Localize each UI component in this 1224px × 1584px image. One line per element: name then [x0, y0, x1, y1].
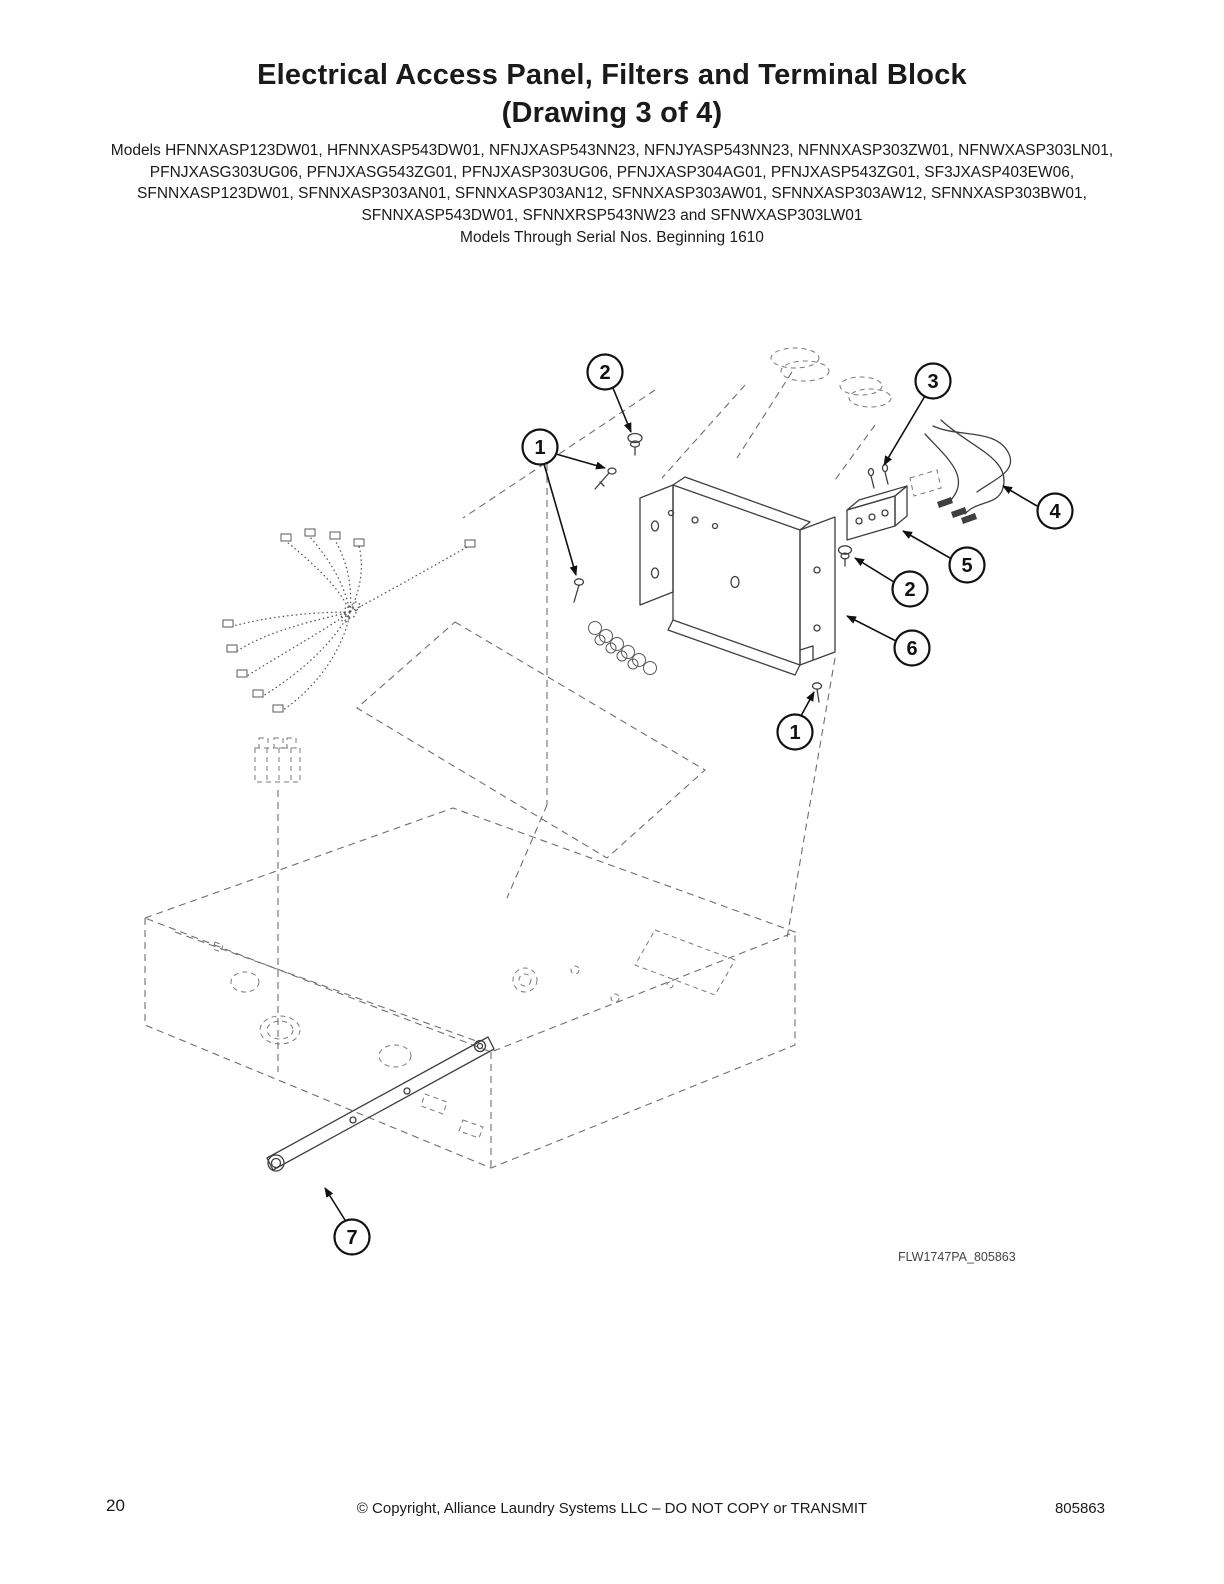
contactor — [255, 738, 300, 1072]
callout-label: 3 — [927, 371, 939, 393]
callout-label: 5 — [961, 555, 973, 577]
callout-5 — [950, 548, 985, 583]
callout-3 — [916, 364, 951, 399]
page-header — [0, 0, 1224, 249]
hold-down-bracket — [267, 1037, 494, 1171]
cabinet-base — [145, 808, 795, 1168]
exploded-diagram — [95, 330, 1135, 1290]
wire-harness — [223, 529, 475, 712]
copyright-text: © Copyright, Alliance Laundry Systems LLC – DO NOT COPY or TRANSMIT — [356, 1500, 868, 1517]
figure-code: FLW1747PA_805863 — [898, 1250, 1016, 1264]
callout-label: 7 — [346, 1227, 358, 1249]
callout-4 — [1038, 494, 1073, 529]
callout-7 — [335, 1220, 370, 1255]
callout-label: 1 — [534, 437, 546, 459]
models-list: Models HFNNXASP123DW01, HFNNXASP543DW01, NFNJXASP543NN23, NFNJYASP543NN23, NFNNXASP303ZW01, NFNWXASP303LN01, PFNJXASG303UG06, PFNJXASG543ZG01, PFNJXASP303UG06, PFNJXASP304AG01, PFNJXASP543ZG01, SF3JXASP403EW06, SFNNXASP123DW01, SFNNXASP303AN01, SFNNXASP303AN12, SFNNXASP303AW01, SFNNXASP303AW12, SFNNXASP303BW01, SFNNXASP543DW01, SFNNXRSP543NW23 and SFNWXASP303LW01 — [110, 142, 1114, 224]
wire-loom-coil — [589, 622, 657, 675]
callout-label: 1 — [789, 722, 801, 744]
page-title-line2: (Drawing 3 of 4) — [501, 97, 723, 129]
terminal-block — [847, 465, 907, 541]
callout-1-bottom — [778, 715, 813, 750]
callout-label: 2 — [599, 362, 611, 384]
page-title-line1: Electrical Access Panel, Filters and Terminal Block — [257, 59, 967, 91]
filter-wires — [910, 420, 1011, 524]
serial-note: Models Through Serial Nos. Beginning 1610 — [460, 229, 764, 246]
leader-arrows — [325, 388, 1037, 1220]
projection-lines — [357, 372, 875, 938]
callout-label: 2 — [904, 579, 916, 601]
callout-1-top — [523, 430, 558, 465]
callout-label: 6 — [906, 638, 918, 660]
callout-6 — [895, 631, 930, 666]
callout-label: 4 — [1049, 501, 1061, 523]
doc-number: 805863 — [1054, 1500, 1105, 1517]
callout-2-right — [893, 572, 928, 607]
page-number: 20 — [106, 1496, 125, 1515]
access-panel-bracket — [640, 477, 835, 675]
callout-2-top — [588, 355, 623, 390]
